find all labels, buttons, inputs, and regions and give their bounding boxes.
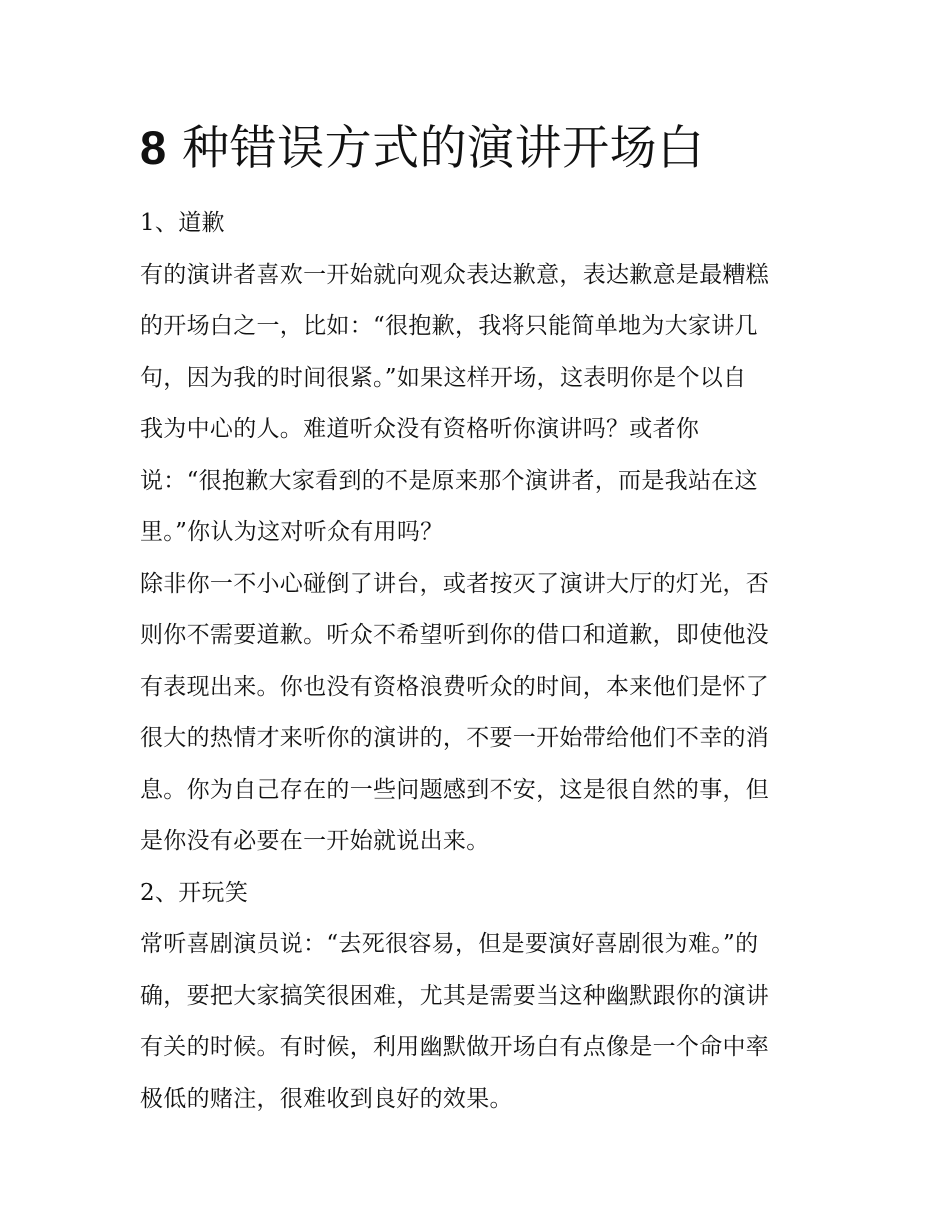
paragraph	[140, 250, 820, 559]
text-line: 有表现出来。你也没有资格浪费听众的时间，本来他们是怀了	[140, 673, 770, 700]
title-number: 8	[140, 121, 167, 174]
text-line: 很大的热情才来听你的演讲的，不要一开始带给他们不幸的消	[140, 725, 770, 751]
text-line: 我为中心的人。难道听众没有资格听你演讲吗？或者你	[140, 416, 700, 442]
text-line: 则你不需要道歉。听众不希望听到你的借口和道歉，即使他没	[140, 622, 770, 648]
text-line: 说：“很抱歉大家看到的不是原来那个演讲者，而是我站在这	[140, 467, 758, 494]
text-line: 除非你一不小心碰倒了讲台，或者按灭了演讲大厅的灯光，否	[140, 570, 770, 597]
text-line: 有关的时候。有时候，利用幽默做开场白有点像是一个命中率	[140, 1034, 770, 1060]
text-line: 是你没有必要在一开始就说出来。	[140, 828, 490, 854]
page-title	[140, 112, 705, 185]
text-line: 极低的赌注，很难收到良好的效果。	[140, 1085, 513, 1112]
document-body	[140, 198, 820, 1125]
text-line: 常听喜剧演员说：“去死很容易，但是要演好喜剧很为难。”的	[140, 931, 759, 957]
paragraph	[140, 919, 820, 1125]
text-line: 里。”你认为这对听众有用吗？	[140, 519, 444, 545]
text-line: 的开场白之一，比如：“很抱歉，我将只能简单地为大家讲几	[140, 313, 758, 339]
text-line: 句，因为我的时间很紧。”如果这样开场，这表明你是个以自	[140, 364, 747, 391]
paragraph	[140, 559, 820, 868]
section-heading-apology: 1、道歉	[140, 210, 225, 236]
text-line: 息。你为自己存在的一些问题感到不安，这是很自然的事，但	[140, 776, 770, 803]
title-text: 种错误方式的演讲开场白	[182, 121, 705, 176]
section-heading-joke: 2、开玩笑	[140, 879, 249, 906]
text-line: 确，要把大家搞笑很困难，尤其是需要当这种幽默跟你的演讲	[140, 982, 770, 1009]
text-line: 有的演讲者喜欢一开始就向观众表达歉意，表达歉意是最糟糕	[140, 261, 770, 288]
